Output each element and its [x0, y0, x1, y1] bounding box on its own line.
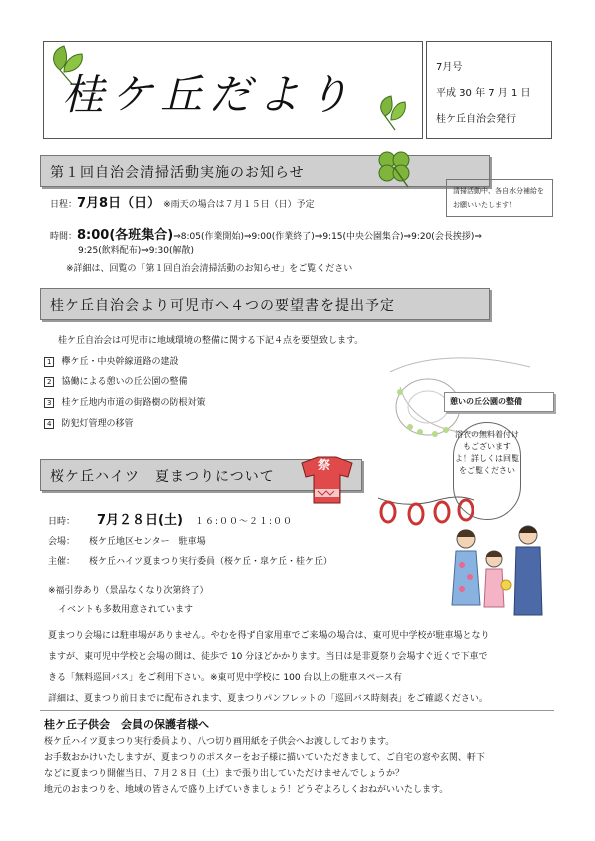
- request-intro: 桂ケ丘自治会は可児市に地域環境の整備に関する下記４点を要望致します。: [58, 336, 364, 346]
- parking-line: 詳細は、夏まつり前日までに配布されます、夏まつりパンフレットの「巡回バス時刻表」をご確認ください。: [48, 694, 488, 704]
- publisher: 桂ケ丘自治会発行: [436, 114, 516, 125]
- time-label: 時間：: [50, 232, 78, 242]
- host: 桜ケ丘ハイツ夏まつり実行委員（桜ケ丘・皐ケ丘・桂ケ丘）: [89, 557, 333, 567]
- speech-bubble: 浴衣の無料着付けもございます よ！詳しくは回覧をご覧ください: [453, 422, 521, 520]
- event-date-label: 日時：: [48, 517, 76, 527]
- park-label: 憩いの丘公園の整備: [450, 397, 522, 406]
- gather-time: 8:00(各班集合): [77, 228, 174, 243]
- lottery-note: ※福引券あり（景品なくなり次第終了）: [48, 586, 209, 596]
- matsuri-char: 祭: [318, 458, 331, 472]
- schedule-sequence-2: 9:25(飲料配布)⇒9:30(解散): [78, 246, 195, 256]
- section4-line: 地元のおまつりを、地域の皆さんで盛り上げていきましょう！どうぞよろしくおねがいいたします。: [44, 785, 449, 795]
- parking-line: 夏まつり会場には駐車場がありません。やむを得ず自家用車でご来場の場合は、東可児中学校が駐車場となり: [48, 631, 490, 641]
- newsletter-title: 桂ケ丘だより: [62, 70, 357, 119]
- issue-label: 7月号: [436, 62, 463, 73]
- parking-line: ますが、東可児中学校と会場の間は、徒歩で 10 分ほどかかります。当日は是非夏祭り会場すぐ近くで下車で: [48, 652, 488, 662]
- request-item: 4 防犯灯管理の移管: [44, 418, 133, 431]
- section1-heading: 第１回自治会清掃活動実施のお知らせ: [50, 165, 305, 181]
- venue: 桜ケ丘地区センター 駐車場: [89, 537, 206, 547]
- section4-frame: [40, 710, 554, 711]
- section4-line: 桜ケ丘ハイツ夏まつり実行委員より、八つ切り画用紙を子供会へお渡ししております。: [44, 737, 395, 747]
- cleanup-date: 7月8日（日）: [77, 196, 161, 211]
- detail-note: ※詳細は、回覧の「第１回自治会清掃活動のお知らせ」をご覧ください: [66, 264, 353, 274]
- rain-date: ※雨天の場合は７月１５日（日）予定: [163, 200, 315, 210]
- request-item: 2 協働による憩いの丘公園の整備: [44, 376, 187, 389]
- section3-heading: 桜ケ丘ハイツ 夏まつりについて: [50, 469, 275, 485]
- parking-line: きる「無料巡回バス」をご利用下さい。※東可児中学校に 100 台以上の駐車スペース有: [48, 673, 402, 683]
- section2-heading: 桂ケ丘自治会より可児市へ４つの要望書を提出予定: [50, 298, 395, 314]
- issue-date: 平成 30 年 7 月 1 日: [436, 88, 531, 99]
- family-illustration: [436, 515, 554, 623]
- schedule-sequence: ⇒8:05(作業開始)⇒9:00(作業終了)⇒9:15(中央公園集合)⇒9:20(会長挨拶)⇒: [173, 232, 482, 242]
- hydration-note: 清掃活動中、各自水分補給をお願いいたします！: [446, 179, 553, 217]
- venue-label: 会場：: [48, 537, 76, 547]
- leaf-icon: [375, 90, 415, 135]
- events-note: イベントも多数用意されています: [58, 605, 194, 615]
- event-date: 7月２８日(土): [97, 513, 183, 528]
- event-time: １６:００～２１:００: [194, 517, 294, 527]
- section4-line: お手数おかけいたしますが、夏まつりのポスターをお子様に描いていただきまして、ご自宅の窓や玄関、軒下: [44, 753, 485, 763]
- request-item: 3 桂ケ丘地内市道の街路樹の防根対策: [44, 397, 205, 410]
- host-label: 主催：: [48, 557, 76, 567]
- section4-heading: 桂ケ丘子供会 会員の保護者様へ: [44, 718, 209, 731]
- request-item: 1 欅ケ丘・中央幹線道路の建設: [44, 356, 178, 369]
- date-label: 日程：: [50, 200, 78, 210]
- clover-icon: [372, 145, 416, 189]
- section4-line: などに夏まつり開催当日、７月２８日（土）まで張り出していただけませんでしょうか？: [44, 769, 405, 779]
